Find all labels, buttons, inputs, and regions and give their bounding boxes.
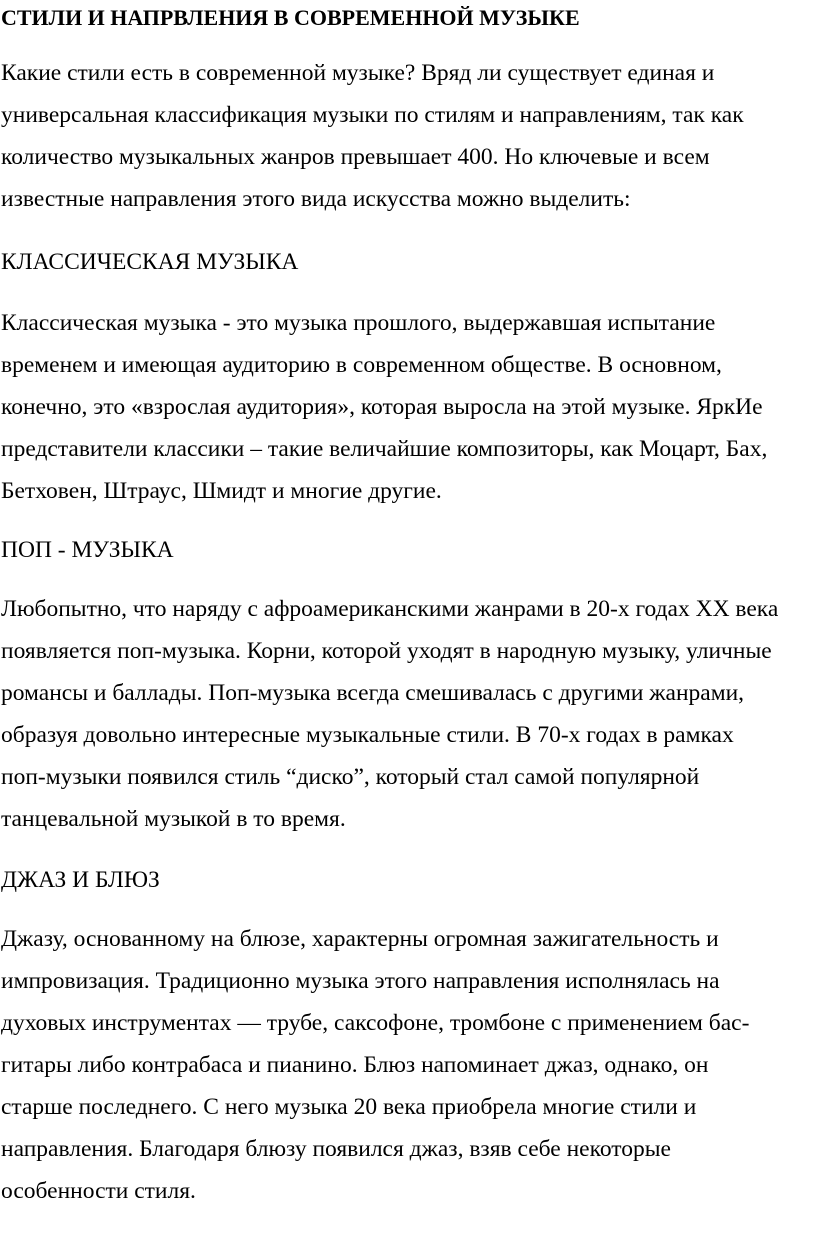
- section-heading-classical: КЛАССИЧЕСКАЯ МУЗЫКА: [1, 249, 299, 275]
- paragraph-line: представители классики – такие величайшие композиторы, как Моцарт, Бах,: [1, 436, 768, 462]
- paragraph-line: духовых инструментах — трубе, саксофоне, тромбоне с применением бас-: [1, 1010, 750, 1036]
- paragraph-line: Бетховен, Штраус, Шмидт и многие другие.: [1, 478, 442, 504]
- paragraph-line: импровизация. Традиционно музыка этого направления исполнялась на: [1, 968, 720, 994]
- paragraph-line: конечно, это «взрослая аудитория», которая выросла на этой музыке. ЯркИе: [1, 394, 763, 420]
- paragraph-line: Любопытно, что наряду с афроамериканскими жанрами в 20-х годах XX века: [1, 596, 779, 622]
- paragraph-line: Классическая музыка - это музыка прошлого, выдержавшая испытание: [1, 310, 716, 336]
- paragraph-line: танцевальной музыкой в то время.: [1, 806, 346, 832]
- paragraph-line: поп-музыки появился стиль “диско”, который стал самой популярной: [1, 764, 700, 790]
- paragraph-line: появляется поп-музыка. Корни, которой уходят в народную музыку, уличные: [1, 638, 772, 664]
- paragraph-line: гитары либо контрабаса и пианино. Блюз напоминает джаз, однако, он: [1, 1052, 709, 1078]
- paragraph-line: количество музыкальных жанров превышает 400. Но ключевые и всем: [1, 144, 710, 170]
- intro-paragraph: [1, 52, 813, 220]
- paragraph-line: особенности стиля.: [1, 1178, 196, 1204]
- paragraph-line: известные направления этого вида искусства можно выделить:: [1, 186, 631, 212]
- paragraph-line: старше последнего. С него музыка 20 века приобрела многие стили и: [1, 1094, 697, 1120]
- paragraph-line: Джазу, основанному на блюзе, характерны огромная зажигательность и: [1, 926, 719, 952]
- paragraph-line: временем и имеющая аудиторию в современном обществе. В основном,: [1, 352, 722, 378]
- paragraph-line: Какие стили есть в современной музыке? Вряд ли существует единая и: [1, 60, 715, 86]
- paragraph-line: универсальная классификация музыки по стилям и направлениям, так как: [1, 102, 744, 128]
- paragraph-line: романсы и баллады. Поп-музыка всегда смешивалась с другими жанрами,: [1, 680, 745, 706]
- paragraph-line: направления. Благодаря блюзу появился джаз, взяв себе некоторые: [1, 1136, 671, 1162]
- section-heading-pop: ПОП - МУЗЫКА: [1, 537, 174, 563]
- document-title: СТИЛИ И НАПРВЛЕНИЯ В СОВРЕМЕННОЙ МУЗЫКЕ: [1, 5, 580, 30]
- paragraph-line: образуя довольно интересные музыкальные стили. В 70-х годах в рамках: [1, 722, 734, 748]
- section-heading-jazz-blues: ДЖАЗ И БЛЮЗ: [1, 867, 160, 893]
- pop-paragraph: [1, 588, 813, 840]
- jazz-blues-paragraph: [1, 918, 813, 1212]
- classical-paragraph: [1, 302, 813, 512]
